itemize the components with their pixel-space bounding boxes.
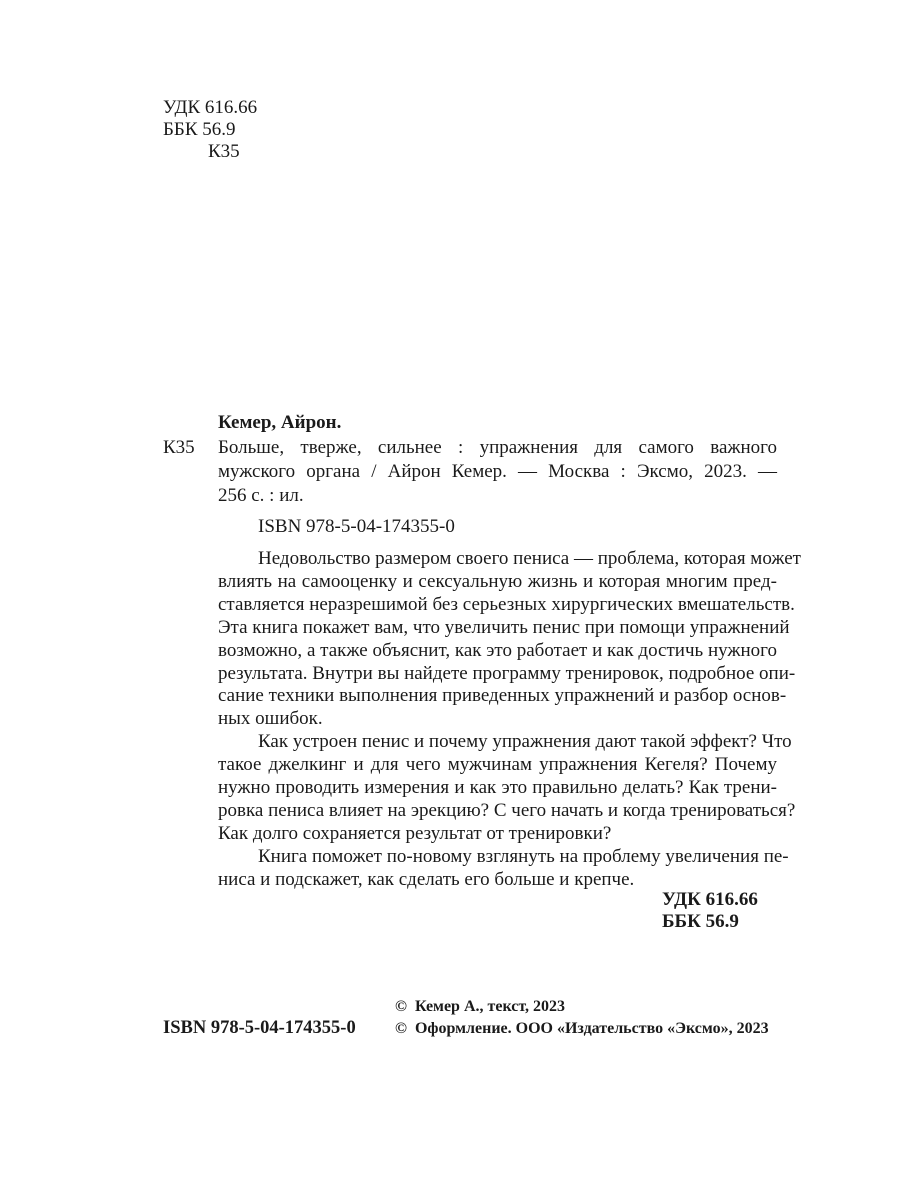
annotation-line: возможно, а также объяснит, как это работает и как достичь нужного: [218, 639, 777, 661]
annotation-line: ставляется неразрешимой без серьезных хирургических вмешательств.: [218, 593, 795, 615]
book-description: [218, 437, 777, 507]
description-line: мужского органа / Айрон Кемер. — Москва : Эксмо, 2023. —: [218, 461, 777, 482]
annotation-line: Эта книга покажет вам, что увеличить пенис при помощи упражнений: [218, 616, 790, 638]
design-copyright-line: [395, 1019, 769, 1039]
top-author-mark: К35: [208, 141, 240, 162]
copyright-text: Кемер А., текст, 2023: [414, 998, 566, 1015]
design-symbol: ©: [395, 1020, 407, 1037]
author-heading: Кемер, Айрон.: [218, 412, 342, 433]
top-bbk-code: ББК 56.9: [163, 119, 236, 140]
annotation-line: Как устроен пенис и почему упражнения дают такой эффект? Что: [258, 731, 792, 753]
annotation-line: Недовольство размером своего пениса — проблема, которая может: [258, 548, 801, 569]
description-line: 256 с. : ил.: [218, 485, 304, 506]
annotation-line: Как долго сохраняется результат от тренировки?: [218, 822, 612, 844]
design-copyright-text: Оформление. ООО «Издательство «Эксмо», 2023: [414, 1020, 769, 1037]
annotation-line: ниса и подскажет, как сделать его больше и крепче.: [218, 868, 635, 890]
annotation-line: такое джелкинг и для чего мужчинам упражнения Кегеля? Почему: [218, 754, 777, 776]
isbn-line: ISBN 978-5-04-174355-0: [258, 516, 455, 537]
top-udk-code: УДК 616.66: [163, 97, 258, 118]
annotation-line: Книга поможет по-новому взглянуть на проблему увеличения пе-: [258, 845, 789, 867]
author-mark: К35: [163, 437, 195, 458]
bottom-udk-code: УДК 616.66: [662, 889, 758, 910]
bottom-bbk-code: ББК 56.9: [662, 911, 739, 932]
annotation-line: ных ошибок.: [218, 708, 323, 730]
annotation-line: нужно проводить измерения и как это правильно делать? Как трени-: [218, 777, 777, 799]
annotation-line: влиять на самооценку и сексуальную жизнь и которая многим пред-: [218, 570, 777, 592]
copyright-line: [395, 997, 565, 1017]
footer-isbn: ISBN 978-5-04-174355-0: [163, 1018, 356, 1038]
description-line: Больше, тверже, сильнее : упражнения для самого важного: [218, 437, 777, 458]
annotation-line: сание техники выполнения приведенных упражнений и разбор основ-: [218, 685, 787, 707]
copyright-symbol: ©: [395, 998, 407, 1015]
annotation: [218, 548, 801, 892]
annotation-line: ровка пениса влияет на эрекцию? С чего начать и когда тренироваться?: [218, 799, 796, 821]
annotation-line: результата. Внутри вы найдете программу тренировок, подробное опи-: [218, 662, 796, 684]
